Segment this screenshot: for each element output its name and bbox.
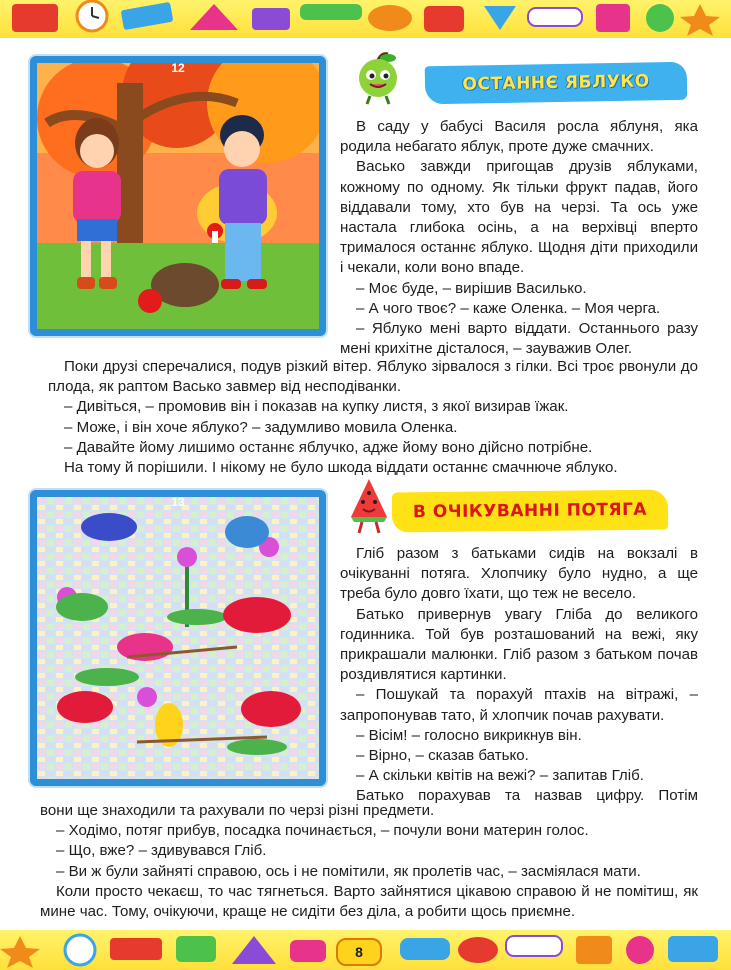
page-number: 8 <box>336 938 382 966</box>
bird <box>225 516 269 548</box>
bird <box>241 691 301 727</box>
story1-paragraph: – Дивіться, – промовив він і показав на купку листя, з якої визирав їжак. <box>64 398 569 416</box>
story1-paragraph: – Моє буде, – вирішив Василько. <box>356 279 587 297</box>
bird <box>57 691 113 723</box>
apple-character-icon <box>352 52 404 106</box>
story2-text-full <box>40 801 698 922</box>
picture-number: 12 <box>171 61 185 75</box>
story2-title: В ОЧІКУВАННІ ПОТЯГА <box>392 490 668 533</box>
story1-paragraph: – Давайте йому лишимо останнє яблучко, адже йому воно дійсно потрібне. <box>64 438 593 456</box>
stained-glass-illustration <box>37 497 319 779</box>
story2-paragraph: – Пошукай та порахуй птахів на вітражі, – запропонував тато, й хлопчик почав рахувати. <box>340 686 698 724</box>
watermelon-slice-icon <box>348 477 390 535</box>
story2-paragraph: Батько порахував та назвав цифру. Потім <box>356 787 698 805</box>
bird <box>81 513 137 541</box>
boy-vasko <box>219 115 267 289</box>
illustration-frame-stained-glass <box>30 490 326 786</box>
story1-paragraph: В саду у бабусі Василя росла яблуня, яка родила небагато яблук, проте дуже смачних. <box>340 118 698 156</box>
flower <box>137 687 157 707</box>
story2-paragraph: вони ще знаходили та рахували по черзі різні предмети. <box>40 802 435 819</box>
picture-number: 13 <box>171 495 185 509</box>
illustration-frame-apple <box>30 56 326 336</box>
story1-paragraph: Васько завжди пригощав друзів яблуками, кожному по одному. Як тільки фрукт падав, його віддавали тому, хто був на черзі. Та ось уже настала глибока осінь, а на верхівці вперто трималося останнє яблуко. Щодня діти приходили і чекали, коли воно впаде. <box>340 158 698 277</box>
story1-paragraph: – Може, і він хоче яблуко? – задумливо мовила Оленка. <box>64 418 458 436</box>
story1-text-right <box>340 117 698 359</box>
story1-text-full <box>48 357 698 478</box>
apple <box>138 289 162 313</box>
school-supplies-pattern <box>12 1 720 36</box>
apple-story-illustration <box>37 63 319 329</box>
story2-paragraph: Гліб разом з батьками сидів на вокзалі в очікуванні потяга. Хлопчику було нудно, а ще треба було довго їхати, що теж не весело. <box>340 545 698 603</box>
story1-title: ОСТАННЄ ЯБЛУКО <box>425 62 688 105</box>
story2-paragraph: – Вісім! – голосно викрикнув він. <box>356 726 582 744</box>
story2-paragraph: – А скільки квітів на вежі? – запитав Гліб. <box>356 767 644 785</box>
story2-paragraph: Батько привернув увагу Гліба до великого годинника. Той був розташований на вежі, яку прикрашали малюнки. Гліб разом з батьком почав роздивлятися картинки. <box>340 605 698 684</box>
bird <box>56 593 108 621</box>
story2-paragraph: – Вірно, – сказав батько. <box>356 747 529 765</box>
story1-paragraph: Поки друзі сперечалися, подув різкий вітер. Яблуко зірвалося з гілки. Всі троє рвонули до плода, як раптом Васько завмер від несподіванки. <box>48 358 698 396</box>
story1-paragraph: – А чого твоє? – каже Оленка. – Моя черга. <box>356 299 661 317</box>
story2-paragraph: Коли просто чекаєш, то час тягнеться. Варто зайнятися цікавою справою й не помітиш, як мине час. Тому, очікуючи, краще не сидіти без діла, а робити щось приємне. <box>40 882 698 921</box>
story1-paragraph: На тому й порішили. І нікому не було шкода віддати останнє смачнюче яблуко. <box>64 459 618 477</box>
story2-paragraph: – Ходімо, потяг прибув, посадка починається, – почули вони материн голос. <box>56 822 589 840</box>
story2-paragraph: – Ви ж були зайняті справою, ось і не помітили, як пролетів час, – засміялася мати. <box>56 862 641 880</box>
flower <box>177 547 197 567</box>
top-decorative-border <box>0 0 731 38</box>
story1-paragraph: – Яблуко мені варто віддати. Останнього разу мені крихітне дісталося, – зауважив Олег. <box>340 320 698 358</box>
bird <box>223 597 291 633</box>
story2-paragraph: – Що, вже? – здивувався Гліб. <box>56 842 267 860</box>
story2-text-right <box>340 544 698 807</box>
